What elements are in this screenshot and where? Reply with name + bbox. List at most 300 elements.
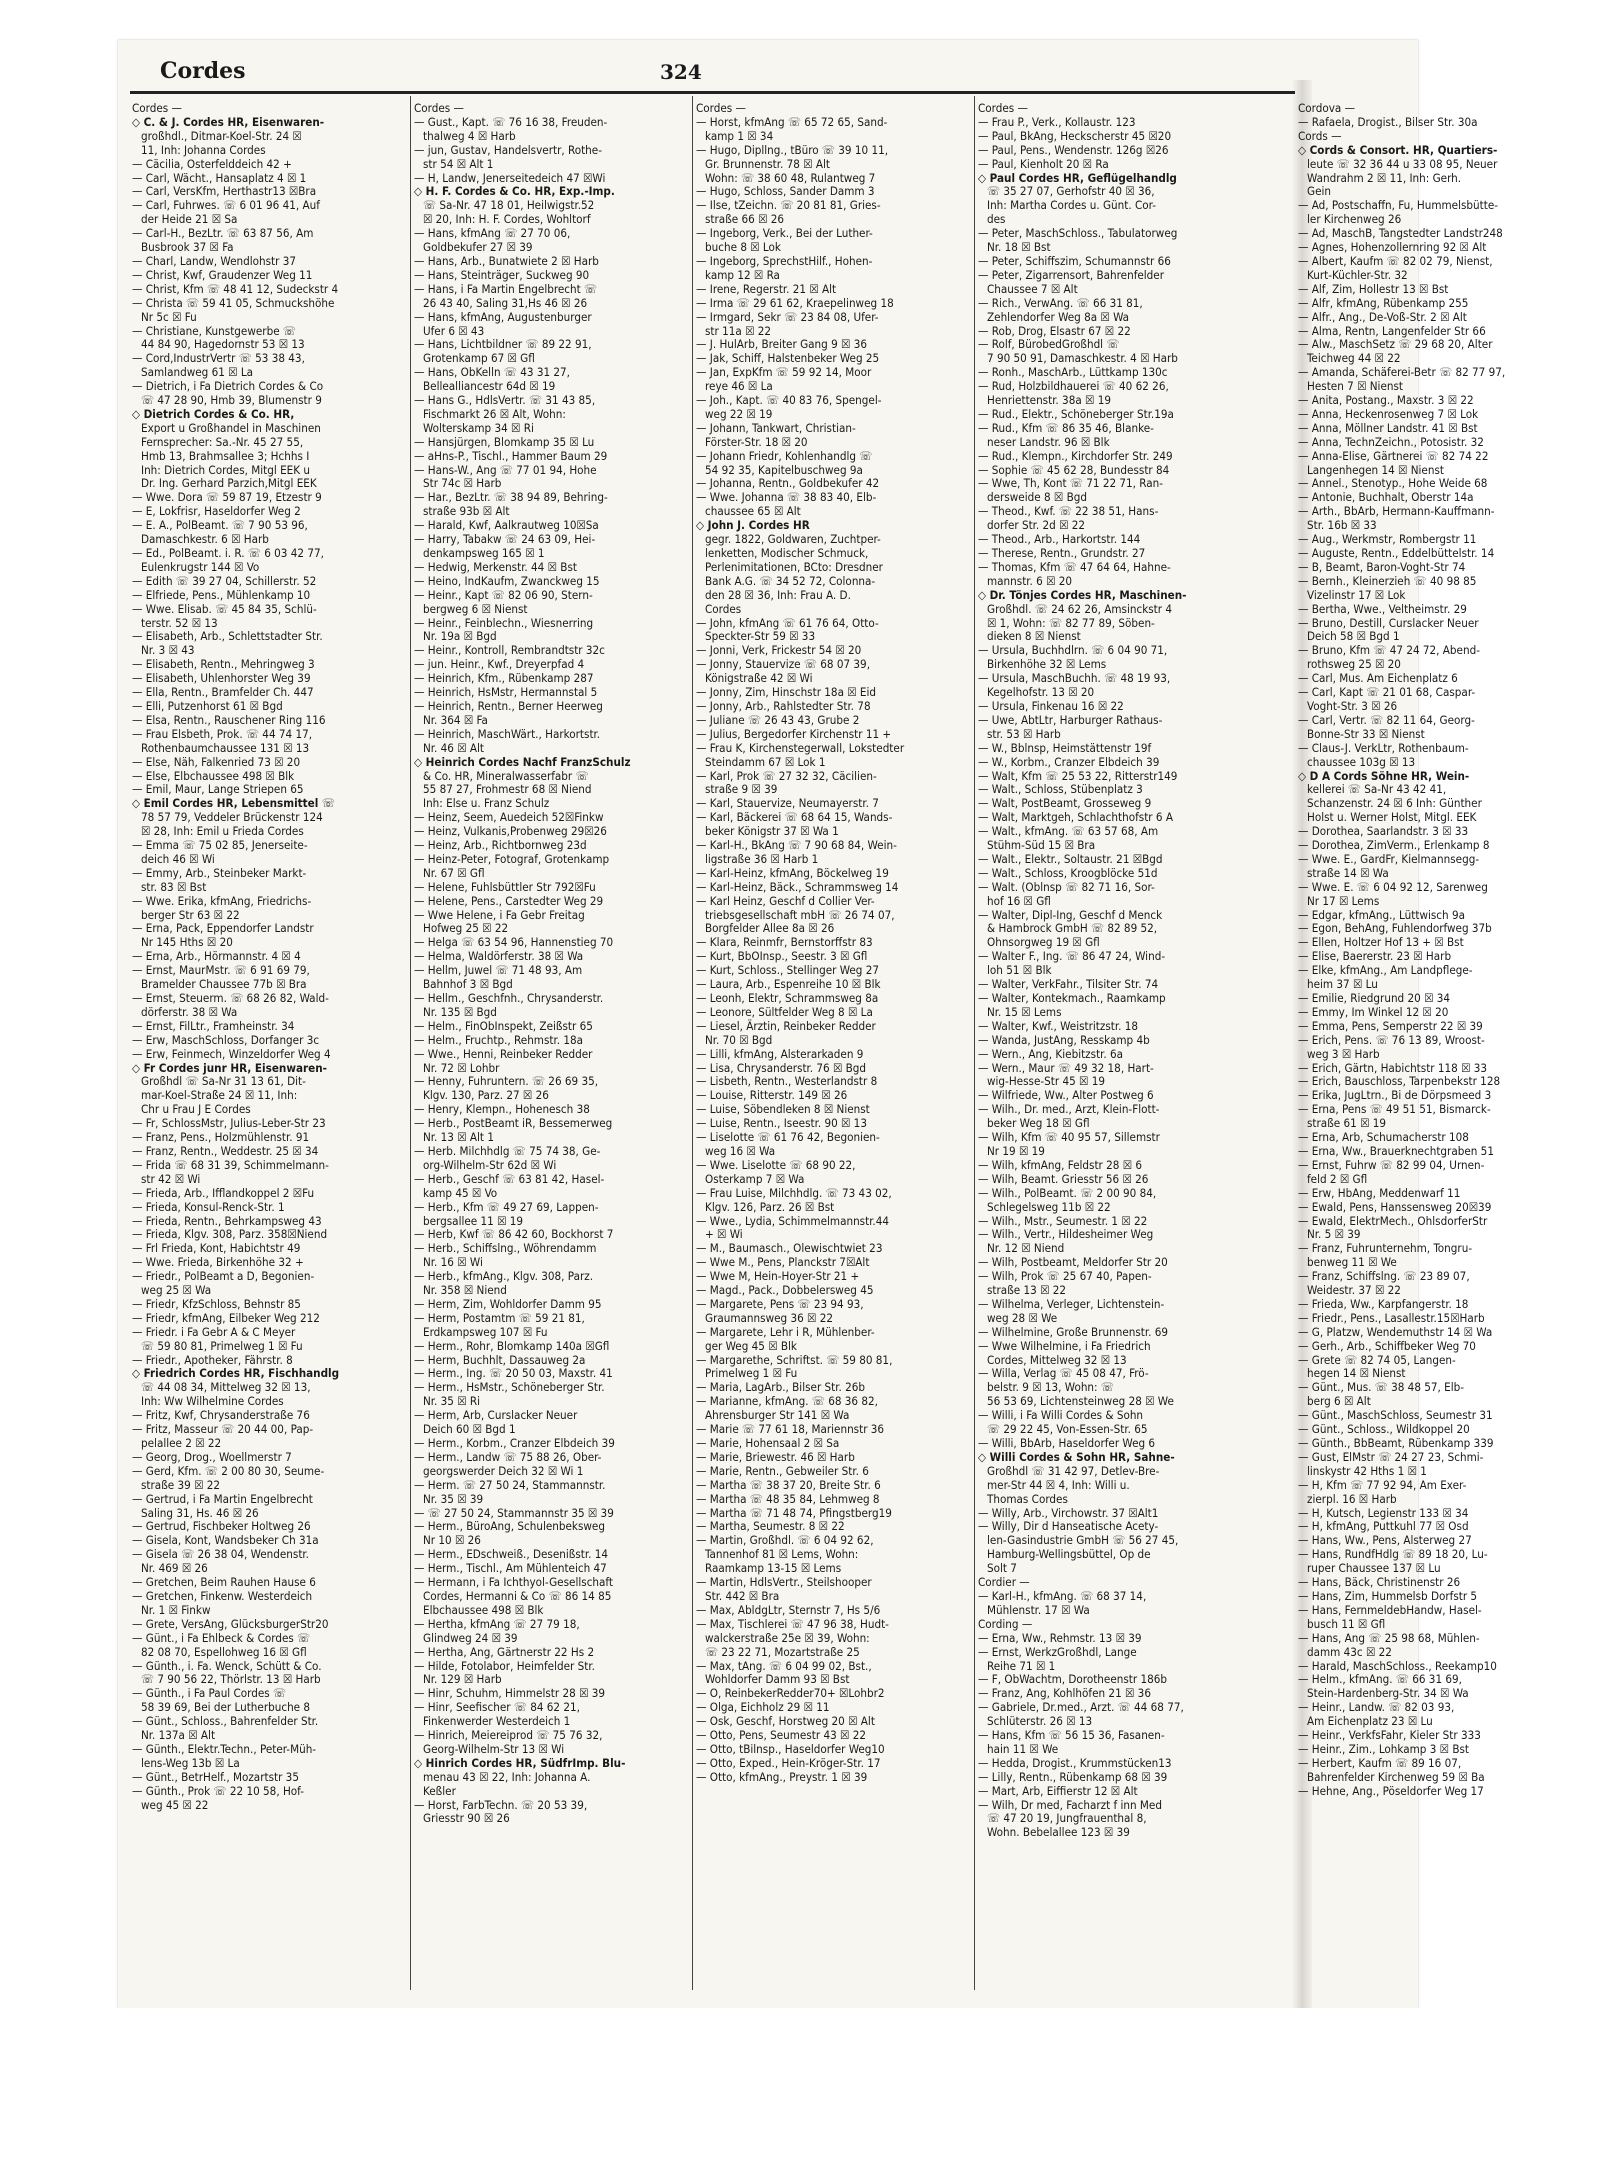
directory-entry-line: berger Str 63 ☒ 22 [141, 907, 240, 922]
directory-entry-line: — Dietrich, i Fa Dietrich Cordes & Co [132, 379, 324, 394]
directory-entry-line: — Jonni, Verk, Frickestr 54 ☒ 20 [696, 643, 862, 658]
directory-entry-line: — Herm, Zim, Wohldorfer Damm 95 [414, 1296, 602, 1311]
directory-entry-line: dieken 8 ☒ Nienst [987, 629, 1081, 644]
directory-entry-line: Nr. 16 ☒ Wi [423, 1255, 483, 1270]
directory-entry-line: Teichweg 44 ☒ 22 [1307, 351, 1401, 366]
directory-entry-line: — Egon, BehAng, Fuhlendorfweg 37b [1298, 921, 1492, 936]
directory-entry-line: — Karl-Heinz, Bäck., Schrammsweg 14 [696, 879, 899, 894]
directory-entry-line: — Hans, ObKelln ☏ 43 31 27, [414, 365, 570, 380]
directory-entry-line: — Laura, Arb., Espenreihe 10 ☒ Blk [696, 977, 881, 992]
directory-entry-line: — Frieda, Rentn., Behrkampsweg 43 [132, 1213, 322, 1228]
directory-entry-line: Nr 17 ☒ Lems [1307, 893, 1380, 908]
directory-entry-line: — Wwe M, Hein-Hoyer-Str 21 + [696, 1269, 860, 1284]
directory-entry-line: — Marie, Hohensaal 2 ☒ Sa [696, 1436, 840, 1450]
directory-entry-line: Chaussee 7 ☒ Alt [987, 281, 1078, 296]
directory-entry-line: ◇ D A Cords Söhne HR, Wein- [1298, 768, 1470, 783]
directory-entry-line: — Hinr, Schuhm, Himmelstr 28 ☒ 39 [414, 1686, 606, 1701]
directory-entry-line: — Alw., MaschSetz ☏ 29 68 20, Alter [1298, 337, 1493, 352]
directory-entry-line: Nr. 3 ☒ 43 [141, 643, 195, 658]
directory-entry-line: Hesten 7 ☒ Nienst [1307, 379, 1403, 394]
directory-entry-line: — Ilse, tZeichn. ☏ 20 81 81, Gries- [696, 198, 881, 213]
directory-entry-line: — Walt., Schloss, Stübenplatz 3 [978, 782, 1143, 797]
directory-entry-line: — E, Lokfrisr, Haseldorfer Weg 2 [132, 504, 301, 519]
directory-entry-line: — Heinr., Kapt ☏ 82 06 90, Stern- [414, 587, 593, 602]
directory-entry-line: — Heinrich, Rentn., Berner Heerweg [414, 698, 603, 713]
directory-entry-line: — Auguste, Rentn., Eddelbüttelstr. 14 [1298, 546, 1495, 560]
directory-entry-line: str. 83 ☒ Bst [141, 879, 207, 894]
directory-entry-line: Goldbekufer 27 ☒ 39 [423, 240, 533, 255]
directory-entry-line: — Friedr, kfmAng, Eilbeker Weg 212 [132, 1310, 320, 1325]
directory-entry-line: Nr 145 Hths ☒ 20 [141, 935, 233, 950]
directory-entry-line: Langenhegen 14 ☒ Nienst [1307, 462, 1444, 477]
directory-entry-line: len-Gasindustrie GmbH ☏ 56 27 45, [987, 1533, 1179, 1548]
directory-entry-line: — H, Landw, Jenerseitedeich 47 ☒Wi [414, 170, 606, 185]
directory-entry-line: — Lisbeth, Rentn., Westerlandstr 8 [696, 1074, 878, 1089]
directory-entry-line: — Ad, Postschaffn, Fu, Hummelsbütte- [1298, 198, 1499, 213]
directory-entry-line: 55 87 27, Frohmestr 68 ☒ Niend [423, 782, 592, 797]
directory-entry-line: — Carl, Fuhrwes. ☏ 6 01 96 41, Auf [132, 198, 320, 213]
directory-entry-line: — Rafaela, Drogist., Bilser Str. 30a [1298, 114, 1478, 129]
directory-entry-line: — Helma, Waldörferstr. 38 ☒ Wa [414, 949, 584, 964]
directory-entry-line: — Heinz-Peter, Fotograf, Grotenkamp [414, 851, 610, 866]
directory-entry-line: — Walter, Dipl-Ing, Geschf d Menck [978, 907, 1163, 922]
directory-entry-line: — Max, tAng. ☏ 6 04 99 02, Bst., [696, 1658, 872, 1673]
directory-entry-line: Ufer 6 ☒ 43 [423, 323, 485, 338]
directory-entry-line: ☏ 59 80 81, Primelweg 1 ☒ Fu [141, 1338, 303, 1353]
directory-entry-line: — Hans, Kfm ☏ 56 15 36, Fasanen- [978, 1728, 1165, 1743]
page-number: 324 [660, 60, 702, 84]
directory-entry-line: — Wwe. E., GardFr, Kielmannsegg- [1298, 851, 1480, 866]
directory-entry-line: — Gisela ☏ 26 38 04, Wendenstr. [132, 1547, 309, 1562]
directory-entry-line: Dr. Ing. Gerhard Parzich,Mitgl EEK [141, 476, 317, 491]
directory-entry-line: — Herm., EDschweiß., Desenißstr. 14 [414, 1547, 608, 1562]
directory-entry-line: — Bruno, Destill, Curslacker Neuer [1298, 615, 1479, 630]
directory-entry-line: ◇ Paul Cordes HR, Geflügelhandlg [978, 170, 1177, 185]
directory-entry-line: — Wwe. Liselotte ☏ 68 90 22, [696, 1157, 856, 1172]
directory-entry-line: Cordes [705, 601, 742, 616]
directory-entry-line: Klgv. 130, Parz. 27 ☒ 26 [423, 1088, 549, 1103]
directory-entry-line: — Henry, Klempn., Hohenesch 38 [414, 1102, 590, 1117]
directory-entry-line: — Herb., kfmAng., Klgv. 308, Parz. [414, 1269, 594, 1284]
directory-entry-line: Griesstr 90 ☒ 26 [423, 1811, 510, 1826]
directory-entry-line: — Emmy, Im Winkel 12 ☒ 20 [1298, 1004, 1449, 1019]
directory-entry-line: — Marie ☏ 77 61 18, Mariennstr 36 [696, 1422, 885, 1437]
directory-entry-line: — Elsa, Rentn., Rauschener Ring 116 [132, 712, 326, 727]
directory-entry-line: Bank A.G. ☏ 34 52 72, Colonna- [705, 573, 876, 588]
directory-entry-line: — Willi, i Fa Willi Cordes & Sohn [978, 1408, 1144, 1423]
directory-entry-line: — Walter, Kontekmach., Raamkamp [978, 991, 1166, 1005]
directory-entry-line: — Hinr, Seefischer ☏ 84 62 21, [414, 1700, 580, 1715]
directory-entry-line: — Erw, HbAng, Meddenwarf 11 [1298, 1185, 1461, 1200]
directory-entry-line: — Hilde, Fotolabor, Heimfelder Str. [414, 1658, 595, 1673]
directory-entry-line: mer-Str 44 ☒ 4, Inh: Willi u. [987, 1477, 1130, 1492]
directory-entry-line: — Erw, Feinmech, Winzeldorfer Weg 4 [132, 1046, 331, 1061]
directory-entry-line: & Hambrock GmbH ☏ 82 89 52, [987, 921, 1158, 936]
directory-entry-line: — Martin, HdlsVertr., Steilshooper [696, 1575, 872, 1590]
directory-entry-line: — Walt., kfmAng. ☏ 63 57 68, Am [978, 824, 1159, 839]
directory-entry-line: Fernsprecher: Sa.-Nr. 45 27 55, [141, 434, 304, 449]
directory-entry-line: — Herm, Buchhlt, Dassauweg 2a [414, 1352, 586, 1367]
directory-entry-line: — Erna, Arb, Schumacherstr 108 [1298, 1130, 1469, 1145]
directory-entry-line: — Ewald, ElektrMech., OhlsdorferStr [1298, 1213, 1488, 1228]
directory-entry-line: Nr. 35 ☒ Ri [423, 1394, 481, 1409]
directory-entry-line: 11, Inh: Johanna Cordes [141, 142, 266, 157]
directory-entry-line: — Aug., Werkmstr, Rombergstr 11 [1298, 532, 1477, 547]
directory-entry-line: Solt 7 [987, 1561, 1017, 1576]
directory-entry-line: — Alf, Zim, Hollestr 13 ☒ Bst [1298, 281, 1449, 296]
directory-entry-line: — Elisabeth, Rentn., Mehringweg 3 [132, 657, 315, 672]
directory-entry-line: Hamburg-Wellingsbüttel, Op de [987, 1547, 1151, 1562]
directory-entry-line: thalweg 4 ☒ Harb [423, 128, 516, 143]
directory-entry-line: Nr. 70 ☒ Bgd [705, 1032, 773, 1047]
directory-entry-line: ☏ 23 22 71, Mozartstraße 25 [705, 1644, 860, 1659]
directory-entry-line: Raamkamp 13-15 ☒ Lems [705, 1561, 842, 1576]
directory-entry-line: — Karl-Heinz, kfmAng, Böckelweg 19 [696, 865, 889, 880]
directory-entry-line: — Harald, MaschSchloss., Reekamp10 [1298, 1658, 1497, 1673]
directory-entry-line: — Cord,IndustrVertr ☏ 53 38 43, [132, 351, 305, 366]
directory-entry-line: straße 9 ☒ 39 [705, 782, 778, 797]
directory-entry-line: — Gisela, Kont, Wandsbeker Ch 31a [132, 1533, 319, 1548]
directory-entry-line: — Max, Tischlerei ☏ 47 96 38, Hudt- [696, 1616, 889, 1631]
directory-entry-line: Inh: Else u. Franz Schulz [423, 796, 550, 811]
directory-entry-line: — Hans, Bäck, Christinenstr 26 [1298, 1575, 1461, 1590]
directory-entry-line: — Bertha, Wwe., Veltheimstr. 29 [1298, 601, 1467, 616]
directory-entry-line: — Jan, ExpKfm ☏ 59 92 14, Moor [696, 365, 872, 380]
directory-entry-line: — Günt., Mus. ☏ 38 48 57, Elb- [1298, 1380, 1465, 1395]
directory-entry-line: dorfer Str. 2d ☒ 22 [987, 518, 1086, 533]
directory-entry-line: — Margarete, Lehr i R, Mühlenber- [696, 1324, 875, 1339]
directory-entry-line: Osterkamp 7 ☒ Wa [705, 1171, 805, 1186]
directory-entry-line: — Martha, Seumestr. 8 ☒ 22 [696, 1519, 845, 1534]
directory-entry-line: — Herb., Kfm ☏ 49 27 69, Lappen- [414, 1199, 599, 1214]
directory-entry-line: — Herm, Arb, Curslacker Neuer [414, 1408, 578, 1423]
directory-entry-line: beker Königstr 37 ☒ Wa 1 [705, 824, 839, 839]
directory-entry-line: — Fritz, Kwf, Chrysanderstraße 76 [132, 1408, 310, 1423]
directory-entry-line: str 42 ☒ Wi [141, 1171, 201, 1186]
directory-entry-line: — Wilhelma, Verleger, Lichtenstein- [978, 1296, 1165, 1311]
directory-column-1 [132, 102, 410, 1992]
directory-entry-line: — Heinrich, Kfm., Rübenkamp 287 [414, 671, 594, 686]
directory-entry-line: — Helga ☏ 63 54 96, Hannenstieg 70 [414, 935, 614, 950]
directory-entry-line: ◇ Heinrich Cordes Nachf FranzSchulz [414, 754, 631, 769]
directory-entry-line: — Günt., MaschSchloss, Seumestr 31 [1298, 1408, 1493, 1423]
directory-entry-line: — W., Bblnsp, Heimstättenstr 19f [978, 740, 1152, 755]
directory-entry-line: ◇ Hinrich Cordes HR, SüdfrImp. Blu- [414, 1755, 626, 1770]
directory-entry-line: Zehlendorfer Weg 8a ☒ Wa [987, 309, 1130, 324]
directory-entry-line: Bonne-Str 33 ☒ Nienst [1307, 726, 1425, 741]
directory-entry-line: — Elke, kfmAng., Am Landpflege- [1298, 963, 1473, 978]
directory-entry-line: — Osk, Geschf, Horstweg 20 ☒ Alt [696, 1714, 875, 1729]
directory-entry-line: — Jonny, Stauervize ☏ 68 07 39, [696, 657, 871, 672]
directory-entry-line: — Emilie, Riedgrund 20 ☒ 34 [1298, 991, 1451, 1005]
directory-entry-line: — Willa, Verlag ☏ 45 08 47, Frö- [978, 1366, 1149, 1381]
directory-entry-line: — Gertrud, i Fa Martin Engelbrecht [132, 1491, 313, 1506]
directory-entry-line: — Elise, Baererstr. 23 ☒ Harb [1298, 949, 1452, 964]
directory-entry-line: — Günth., i Fa Paul Cordes ☏ [132, 1686, 287, 1701]
directory-entry-line: weg 22 ☒ 19 [705, 406, 773, 421]
directory-entry-line: — Walter F., Ing. ☏ 86 47 24, Wind- [978, 949, 1166, 964]
directory-entry-line: — Gabriele, Dr.med., Arzt. ☏ 44 68 77, [978, 1700, 1184, 1715]
directory-entry-line: Speckter-Str 59 ☒ 33 [705, 629, 816, 644]
directory-entry-line: Nr. 135 ☒ Bgd [423, 1004, 497, 1019]
directory-entry-line: walckerstraße 25e ☒ 39, Wohn: [705, 1630, 870, 1645]
directory-entry-line: — Wilh., Mstr., Seumestr. 1 ☒ 22 [978, 1213, 1148, 1228]
directory-entry-line: Inh: Dietrich Cordes, Mitgl EEK u [141, 462, 311, 477]
directory-entry-line: — Ed., PolBeamt. i. R. ☏ 6 03 42 77, [132, 546, 324, 560]
directory-entry-line: — Ellen, Holtzer Hof 13 + ☒ Bst [1298, 935, 1464, 950]
directory-entry-line: Nr. 129 ☒ Harb [423, 1672, 502, 1687]
directory-entry-line: — Kurt, BbOInsp., Seestr. 3 ☒ Gfl [696, 949, 868, 964]
directory-entry-line: — B, Beamt, Baron-Voght-Str 74 [1298, 559, 1466, 574]
directory-entry-line: — Georg, Drog., Woellmerstr 7 [132, 1449, 292, 1464]
directory-entry-line: ☏ 7 90 56 22, Thörlstr. 13 ☒ Harb [141, 1672, 321, 1687]
directory-entry-line: — Walt. (Oblnsp ☏ 82 71 16, Sor- [978, 879, 1155, 894]
directory-entry-line: ◇ Dr. Tönjes Cordes HR, Maschinen- [978, 587, 1187, 602]
directory-entry-line: Cordes — [132, 101, 182, 115]
directory-entry-line: — Elli, Putzenhorst 61 ☒ Bgd [132, 698, 283, 713]
directory-entry-line: — Joh., Kapt. ☏ 40 83 76, Spengel- [696, 393, 882, 408]
directory-entry-line: — Franz, Fuhrunternehm, Tongru- [1298, 1241, 1473, 1256]
directory-entry-line: — Ernst, MaurMstr. ☏ 6 91 69 79, [132, 963, 310, 978]
directory-entry-line: Thomas Cordes [987, 1491, 1068, 1506]
directory-entry-line: — Herb. Milchhdlg ☏ 75 74 38, Ge- [414, 1143, 601, 1158]
directory-entry-line: chaussee 65 ☒ Alt [705, 504, 801, 519]
directory-entry-line: — Edith ☏ 39 27 04, Schillerstr. 52 [132, 573, 317, 588]
directory-entry-line: — Maria, LagArb., Bilser Str. 26b [696, 1380, 865, 1395]
directory-entry-line: — Herm., Korbm., Cranzer Elbdeich 39 [414, 1436, 615, 1450]
directory-entry-line: Cordova — [1298, 101, 1356, 115]
directory-entry-line: ler Kirchenweg 26 [1307, 212, 1402, 227]
directory-entry-line: — Helene, Fuhlsbüttler Str 792☒Fu [414, 879, 596, 894]
directory-entry-line: — Wwe. Erika, kfmAng, Friedrichs- [132, 893, 312, 908]
directory-entry-line: — Ursula, Buchhdlrn. ☏ 6 04 90 71, [978, 643, 1168, 658]
directory-entry-line: — Lilli, kfmAng, Alsterarkaden 9 [696, 1046, 864, 1061]
directory-entry-line: — Heino, IndKaufm, Zwanckweg 15 [414, 573, 600, 588]
directory-entry-line: — Hans, kfmAng, Augustenburger [414, 309, 592, 324]
directory-entry-line: — Paul, Kienholt 20 ☒ Ra [978, 156, 1109, 171]
directory-entry-line: Großhdl. ☏ 24 62 26, Amsinckstr 4 [987, 601, 1173, 616]
directory-entry-line: — Hinrich, Meiereiprod ☏ 75 76 32, [414, 1728, 603, 1743]
directory-entry-line: — Liesel, Ärztin, Reinbeker Redder [696, 1018, 876, 1033]
directory-entry-line: 82 08 70, Espellohweg 16 ☒ Gfl [141, 1644, 307, 1659]
directory-entry-line: — Günt., i Fa Ehlbeck & Cordes ☏ [132, 1630, 311, 1645]
directory-entry-line: Ahrensburger Str 141 ☒ Wa [705, 1408, 850, 1423]
directory-entry-line: Schlüterstr. 26 ☒ 13 [987, 1714, 1093, 1729]
directory-entry-line: — Walt, Marktgeh, Schlachthofstr 6 A [978, 810, 1173, 825]
directory-entry-line: Str 74c ☒ Harb [423, 476, 502, 491]
directory-entry-line: — Erika, JugLtrn., Bi de Dörpsmeed 3 [1298, 1088, 1492, 1103]
directory-entry-line: — Frieda, Arb., Ifflandkoppel 2 ☒Fu [132, 1185, 315, 1200]
directory-entry-line: — Frieda, Klgv. 308, Parz. 358☒Niend [132, 1227, 328, 1242]
directory-entry-line: 58 39 69, Bei der Lutherbuche 8 [141, 1700, 311, 1715]
directory-entry-line: — Herm., Ing. ☏ 20 50 03, Maxstr. 41 [414, 1366, 613, 1381]
directory-entry-line: — Erna, Ww., Brauerknechtgraben 51 [1298, 1143, 1494, 1158]
directory-entry-line: Großhdl ☏ 31 42 97, Detlev-Bre- [987, 1463, 1160, 1478]
directory-entry-line: Cordes, Hermanni & Co ☏ 86 14 85 [423, 1588, 612, 1603]
directory-entry-line: denkampsweg 165 ☒ 1 [423, 546, 545, 560]
directory-entry-line: Grotenkamp 67 ☒ Gfl [423, 351, 535, 366]
directory-entry-line: Ohnsorgweg 19 ☒ Gfl [987, 935, 1100, 950]
directory-entry-line: — Wilh., Dr. med., Arzt, Klein-Flott- [978, 1102, 1160, 1117]
directory-entry-line: — Hertha, Ang, Gärtnerstr 22 Hs 2 [414, 1644, 595, 1659]
directory-entry-line: — Helm., kfmAng. ☏ 66 31 69, [1298, 1672, 1462, 1687]
directory-entry-line: — Günth., Elektr.Techn., Peter-Müh- [132, 1741, 317, 1756]
directory-entry-line: Borgfelder Allee 8a ☒ 26 [705, 921, 835, 936]
directory-entry-line: ger Weg 45 ☒ Blk [705, 1338, 797, 1353]
directory-entry-line: Klgv. 126, Parz. 26 ☒ Bst [705, 1199, 835, 1214]
directory-entry-line: Cordes — [696, 101, 746, 115]
directory-entry-line: str 54 ☒ Alt 1 [423, 156, 494, 171]
directory-entry-line: — Bruno, Kfm ☏ 47 24 72, Abend- [1298, 643, 1480, 658]
directory-entry-line: — Herb., Geschf ☏ 63 81 42, Hasel- [414, 1171, 605, 1186]
directory-entry-line: — Anna, Möllner Landstr. 41 ☒ Bst [1298, 420, 1478, 435]
directory-entry-line: str 11a ☒ 22 [705, 323, 772, 338]
directory-entry-line: — Peter, Schiffszim, Schumannstr 66 [978, 253, 1171, 268]
directory-entry-line: ◇ H. F. Cordes & Co. HR, Exp.-Imp. [414, 184, 615, 199]
directory-entry-line: — Julius, Bergedorfer Kirchenstr 11 + [696, 726, 892, 741]
directory-entry-line: org-Wilhelm-Str 62d ☒ Wi [423, 1157, 557, 1172]
directory-entry-line: — Wilh, Kfm ☏ 40 95 57, Sillemstr [978, 1130, 1160, 1145]
directory-entry-line: — Ernst, Steuerm. ☏ 68 26 82, Wald- [132, 991, 329, 1005]
directory-entry-line: weg 3 ☒ Harb [1307, 1046, 1380, 1061]
directory-entry-line: — Christ, Kfm ☏ 48 41 12, Sudeckstr 4 [132, 281, 339, 296]
directory-entry-line: — Margarethe, Schriftst. ☏ 59 80 81, [696, 1352, 893, 1367]
directory-entry-line: — Grete ☏ 82 74 05, Langen- [1298, 1352, 1456, 1367]
directory-entry-line: Nr 19 ☒ 19 [987, 1143, 1045, 1158]
directory-entry-line: — Hans-W., Ang ☏ 77 01 94, Hohe [414, 462, 597, 477]
directory-entry-line: — Wwe. Frieda, Birkenhöhe 32 + [132, 1255, 304, 1270]
directory-entry-line: ◇ John J. Cordes HR [696, 518, 810, 533]
directory-entry-line: — Claus-J. VerkLtr, Rothenbaum- [1298, 740, 1469, 755]
directory-entry-line: — Friedr, KfzSchloss, Behnstr 85 [132, 1296, 301, 1311]
directory-entry-line: — Alma, Rentn, Langenfelder Str 66 [1298, 323, 1486, 338]
directory-entry-line: — Harry, Tabakw ☏ 24 63 09, Hei- [414, 532, 596, 547]
directory-entry-line: Großhdl ☏ Sa-Nr 31 13 61, Dit- [141, 1074, 306, 1089]
directory-entry-line: — Carl, Vertr. ☏ 82 11 64, Georg- [1298, 712, 1475, 727]
directory-entry-line: — Wilh., Vertr., Hildesheimer Weg [978, 1227, 1154, 1242]
directory-entry-line: — Frau Elsbeth, Prok. ☏ 44 74 17, [132, 726, 313, 741]
directory-entry-line: Königstraße 42 ☒ Wi [705, 671, 813, 686]
directory-entry-line: — Gertrud, Fischbeker Holtweg 26 [132, 1519, 311, 1534]
directory-entry-line: — Hans, Ww., Pens, Alsterweg 27 [1298, 1533, 1472, 1548]
directory-entry-line: — Erna, Pens ☏ 49 51 51, Bismarck- [1298, 1102, 1491, 1117]
directory-entry-line: — Gerh., Arb., Schiffbeker Weg 70 [1298, 1338, 1476, 1353]
directory-entry-line: — Henny, Fuhruntern. ☏ 26 69 35, [414, 1074, 599, 1089]
directory-entry-line: Nr. 15 ☒ Lems [987, 1004, 1062, 1019]
directory-entry-line: — Wilh, Dr med, Facharzt f inn Med [978, 1797, 1162, 1812]
directory-entry-line: Graumannsweg 36 ☒ 22 [705, 1310, 833, 1325]
directory-entry-line: — Erna, Ww., Rehmstr. 13 ☒ 39 [978, 1630, 1142, 1645]
directory-entry-line: ◇ Friedrich Cordes HR, Fischhandlg [132, 1366, 340, 1381]
directory-entry-line: — Rud., Elektr., Schöneberger Str.19a [978, 406, 1174, 421]
directory-entry-line: — Gretchen, Beim Rauhen Hause 6 [132, 1575, 316, 1590]
directory-entry-line: — Juliane ☏ 26 43 43, Grube 2 [696, 712, 860, 727]
directory-entry-line: Saling 31, Hs. 46 ☒ 26 [141, 1505, 259, 1520]
directory-entry-line: kamp 12 ☒ Ra [705, 267, 780, 282]
directory-entry-line: — Wwe., Henni, Reinbeker Redder [414, 1046, 593, 1061]
directory-entry-line: — Gust, ElMstr ☏ 24 27 23, Schmi- [1298, 1449, 1484, 1464]
directory-entry-line: — Hans, RundfHdlg ☏ 89 18 20, Lu- [1298, 1547, 1488, 1562]
directory-entry-line: Holst u. Werner Holst, Mitgl. EEK [1307, 810, 1477, 825]
directory-entry-line: — Wanda, JustAng, Resskamp 4b [978, 1032, 1150, 1047]
directory-entry-line: — Rolf, BürobedGroßhdl ☏ [978, 337, 1120, 352]
directory-entry-line: Primelweg 1 ☒ Fu [705, 1366, 798, 1381]
directory-entry-line: — Erich, Pens. ☏ 76 13 89, Wroost- [1298, 1032, 1485, 1047]
directory-entry-line: — Willy, Dir d Hanseatische Acety- [978, 1519, 1159, 1534]
directory-entry-line: — Frida ☏ 68 31 39, Schimmelmann- [132, 1157, 329, 1172]
directory-entry-line: — Heinrich, HsMstr, Hermannstal 5 [414, 685, 598, 700]
directory-entry-line: ◇ Emil Cordes HR, Lebensmittel ☏ [132, 796, 335, 811]
directory-entry-line: reye 46 ☒ La [705, 379, 773, 394]
directory-entry-line: — Martha ☏ 71 48 74, Pfingstberg19 [696, 1505, 892, 1520]
directory-entry-line: Tannenhof 81 ☒ Lems, Wohn: [705, 1547, 859, 1562]
directory-entry-line: — Herm., Rohr, Blomkamp 140a ☒Gfl [414, 1338, 610, 1353]
directory-entry-line: ◇ Fr Cordes junr HR, Eisenwaren- [132, 1060, 327, 1075]
directory-entry-line: — Dorothea, ZimVerm., Erlenkamp 8 [1298, 838, 1490, 853]
directory-entry-line: — H, kfmAng, Puttkuhl 77 ☒ Osd [1298, 1519, 1469, 1534]
directory-entry-line: Bahnhof 3 ☒ Bgd [423, 977, 513, 992]
directory-entry-line: — Wwe Helene, i Fa Gebr Freitag [414, 907, 585, 922]
directory-entry-line: — Frieda, Konsul-Renck-Str. 1 [132, 1199, 285, 1214]
directory-entry-line: — Wwe M., Pens, Planckstr 7☒Alt [696, 1255, 870, 1270]
directory-entry-line: — jun, Gustav, Handelsvertr, Rothe- [414, 142, 602, 157]
directory-entry-line: heim 37 ☒ Lu [1307, 977, 1378, 992]
directory-entry-line: — Wwe Wilhelmine, i Fa Friedrich [978, 1338, 1151, 1353]
directory-entry-line: — Ronh., MaschArb., Lüttkamp 130c [978, 365, 1168, 380]
directory-entry-line: — Arth., BbArb, Hermann-Kauffmann- [1298, 504, 1495, 519]
directory-entry-line: — Bernh., Kleinerzieh ☏ 40 98 85 [1298, 573, 1477, 588]
directory-entry-line: berg 6 ☒ Alt [1307, 1394, 1371, 1409]
directory-entry-line: wig-Hesse-Str 45 ☒ 19 [987, 1074, 1105, 1089]
directory-entry-line: — Heinr., Zim., Lohkamp 3 ☒ Bst [1298, 1741, 1470, 1756]
directory-entry-line: — Peter, MaschSchloss., Tabulatorweg [978, 226, 1178, 241]
directory-entry-line: straße 93b ☒ Alt [423, 504, 510, 519]
directory-entry-line: — Wilh, kfmAng, Feldstr 28 ☒ 6 [978, 1157, 1143, 1172]
directory-entry-line: — Olga, Eichholz 29 ☒ 11 [696, 1700, 830, 1715]
directory-entry-line: — Herm. ☏ 27 50 24, Stammannstr. [414, 1477, 606, 1492]
directory-entry-line: — John, kfmAng ☏ 61 76 64, Otto- [696, 615, 879, 630]
directory-entry-line: Nr. 35 ☒ 39 [423, 1491, 484, 1506]
directory-entry-line: Deich 58 ☒ Bgd 1 [1307, 629, 1400, 644]
directory-entry-line: Chr u Frau J E Cordes [141, 1102, 251, 1117]
directory-entry-line: — Jonny, Arb., Rahlstedter Str. 78 [696, 698, 871, 713]
directory-entry-line: ☏ 47 20 19, Jungfrauenthal 8, [987, 1811, 1147, 1826]
directory-entry-line: 78 57 79, Veddeler Brückenstr 124 [141, 810, 323, 825]
directory-entry-line: Cording — [978, 1616, 1033, 1631]
directory-entry-line: Fischmarkt 26 ☒ Alt, Wohn: [423, 406, 566, 421]
directory-entry-line: leute ☏ 32 36 44 u 33 08 95, Neuer [1307, 156, 1498, 171]
directory-entry-line: — Fritz, Masseur ☏ 20 44 00, Pap- [132, 1422, 314, 1437]
directory-entry-line: weg 45 ☒ 22 [141, 1797, 209, 1812]
directory-entry-line: — Irma ☏ 29 61 62, Kraepelinweg 18 [696, 295, 894, 310]
directory-entry-line: — Wilh., PolBeamt. ☏ 2 00 90 84, [978, 1185, 1157, 1200]
directory-entry-line: weg 16 ☒ Wa [705, 1143, 776, 1158]
directory-entry-line: Finkenwerder Westerdeich 1 [423, 1714, 571, 1729]
directory-entry-line: — Herm., Tischl., Am Mühlenteich 47 [414, 1561, 607, 1576]
directory-entry-line: — Klara, Reinmfr, Bernstorffstr 83 [696, 935, 873, 950]
directory-entry-line: — Horst, FarbTechn. ☏ 20 53 39, [414, 1797, 588, 1812]
directory-entry-line: — Herm, Postamtm ☏ 59 21 81, [414, 1310, 585, 1325]
directory-entry-line: — Erich, Gärtn, Habichtstr 118 ☒ 33 [1298, 1060, 1488, 1075]
directory-entry-line: — Erw, MaschSchloss, Dorfanger 3c [132, 1032, 320, 1047]
directory-entry-line: — Amanda, Schäferei-Betr ☏ 82 77 97, [1298, 365, 1506, 380]
directory-entry-line: — Walt, Kfm ☏ 25 53 22, Ritterstr149 [978, 768, 1178, 783]
directory-entry-line: — Rob, Drog, Elsastr 67 ☒ 22 [978, 323, 1131, 338]
directory-entry-line: Voght-Str. 3 ☒ 26 [1307, 698, 1398, 713]
directory-entry-line: — Erna, Pack, Eppendorfer Landstr [132, 921, 314, 936]
directory-entry-line: — Friedr., Apotheker, Fährstr. 8 [132, 1352, 293, 1367]
directory-entry-line: Export u Großhandel in Maschinen [141, 420, 321, 435]
